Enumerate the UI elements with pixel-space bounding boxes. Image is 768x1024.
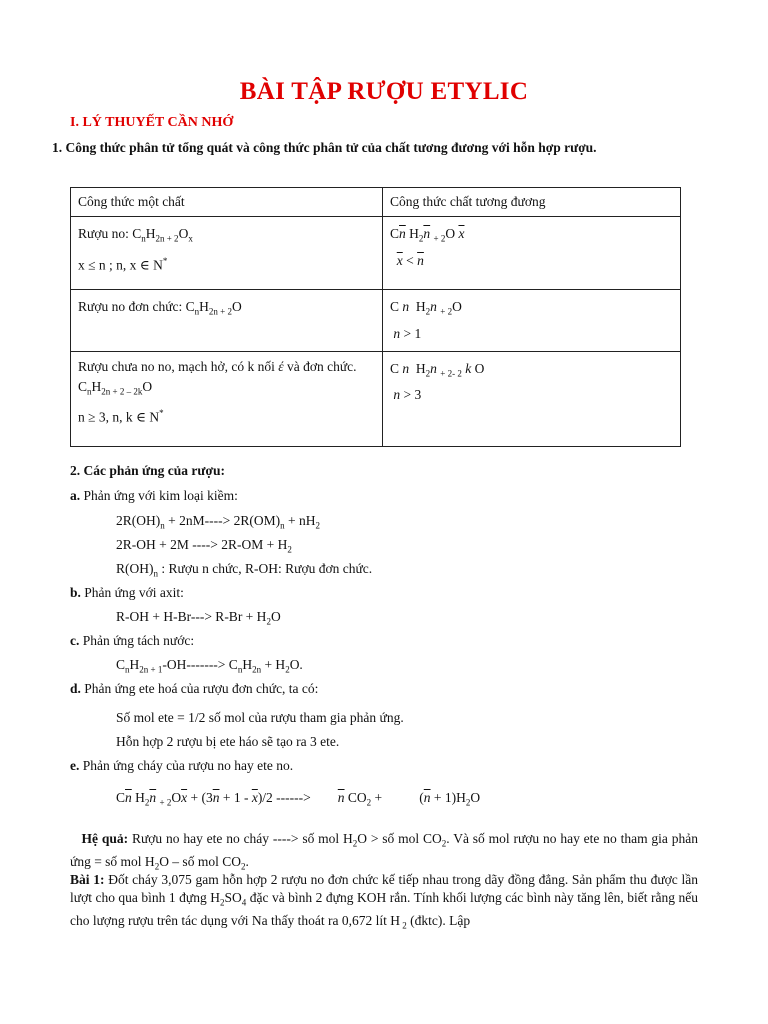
reaction-b-title: b. Phản ứng với axit: [70,585,184,600]
reaction-a-note: $R(OH)_n$ : Rượu n chức, R-OH: Rượu đơn chức. [116,561,373,579]
table-header-cell: Công thức một chất [71,188,383,217]
table-cell: Rượu no: $C_nH_{2n + 2}O_x$ x ≤ n ; n, x ∈ N* [71,217,383,290]
table-cell: Rượu no đơn chức: $C_nH_{2n + 2}O$ [71,290,383,352]
reaction-d-line-2: Hỗn hợp 2 rượu bị ete háo sẽ tạo ra 3 ete. [116,734,340,749]
reaction-d-line-1: Số mol ete = 1/2 số mol của rượu tham gia phản ứng. [116,710,404,725]
reaction-e-title: e. Phản ứng cháy của rượu no hay ete no. [70,758,294,773]
consequence-paragraph: Hệ quả: Rượu no hay ete no cháy ----> số mol $H_2O$ > số mol $CO_2$. Và số mol rượu no hay ete no tham gia phản ứng = số mol $H_2O$ – số mol $CO_2$. [70,831,698,872]
reaction-c-equation: $C_nH_{2n + 1}-OH-------> C_nH_{2n} + H_2O$. [116,657,303,675]
reaction-a-equation-1: $2R(OH)_n + 2nM----> 2R(OM)_n + nH_2$ [116,513,320,531]
table-cell: C n $H_2n$ $_{+ 2}$O n > 1 [383,290,681,352]
reaction-d-title: d. Phản ứng ete hoá của rượu đơn chức, ta có: [70,681,319,696]
page-title: BÀI TẬP RƯỢU ETYLIC [239,78,529,105]
table-header-cell: Công thức chất tương đương [383,188,681,217]
table-cell: C n $H_2n$ $_{+ 2- 2}$ k O n > 3 [383,351,681,446]
formula-table [70,187,681,447]
table-row [71,217,681,290]
reaction-a-title: a. Phản ứng với kim loại kiềm: [70,488,238,503]
reaction-b-equation: $R-OH + H-Br---> R-Br + H_2O$ [116,609,281,627]
table-row [71,351,681,446]
table-row [71,290,681,352]
table-cell: Rượu chưa no no, mạch hở, có k nối έ và đơn chức. $C_nH_{2n + 2 - 2k}O$ n ≥ 3, n, k ∈ N* [71,351,383,446]
exercise-1-paragraph: Bài 1: Đốt cháy 3,075 gam hỗn hợp 2 rượu no đơn chức kế tiếp nhau trong dãy đồng đẳng. Sản phẩm thu được lần lượt cho qua bình 1 đựng $H_2SO_4$ đặc và bình 2 đựng KOH rắn. Tính khối lượng các bình này tăng lên, biết rằng nếu cho lượng rượu trên tác dụng với Na thấy thoát ra 0,672 lít H $_2$ (đktc). Lập [70,872,698,931]
table-header-row [71,188,681,217]
section-heading-reactions: 2. Các phản ứng của rượu: [70,463,225,478]
reaction-a-equation-2: 2R-OH + 2M ----> $2R-OM + H_2$ [116,537,292,555]
theory-item-1: 1. Công thức phân tử tổng quát và công thức phân tử của chất tương đương với hỗn hợp rượu. [52,140,597,155]
section-heading-theory: I. LÝ THUYẾT CẦN NHỚ [70,115,234,130]
reaction-e-equation: $C\overline{n}$ $H_2\overline{n}$ $_{+ 2}O\overline{x} + (3\overline{n} + 1 - \overline{x})/2$ ------> $\overline{n}$ $CO_2$ + $(\overline{n} + 1)H_2O$ [116,790,481,808]
reaction-c-title: c. Phản ứng tách nước: [70,633,195,648]
table-cell: $C\overline{n}$ $H_2\overline{n}$ $_{+ 2}$O $\overline{x}$ $\overline{x} < \overline{n}$ [383,217,681,290]
